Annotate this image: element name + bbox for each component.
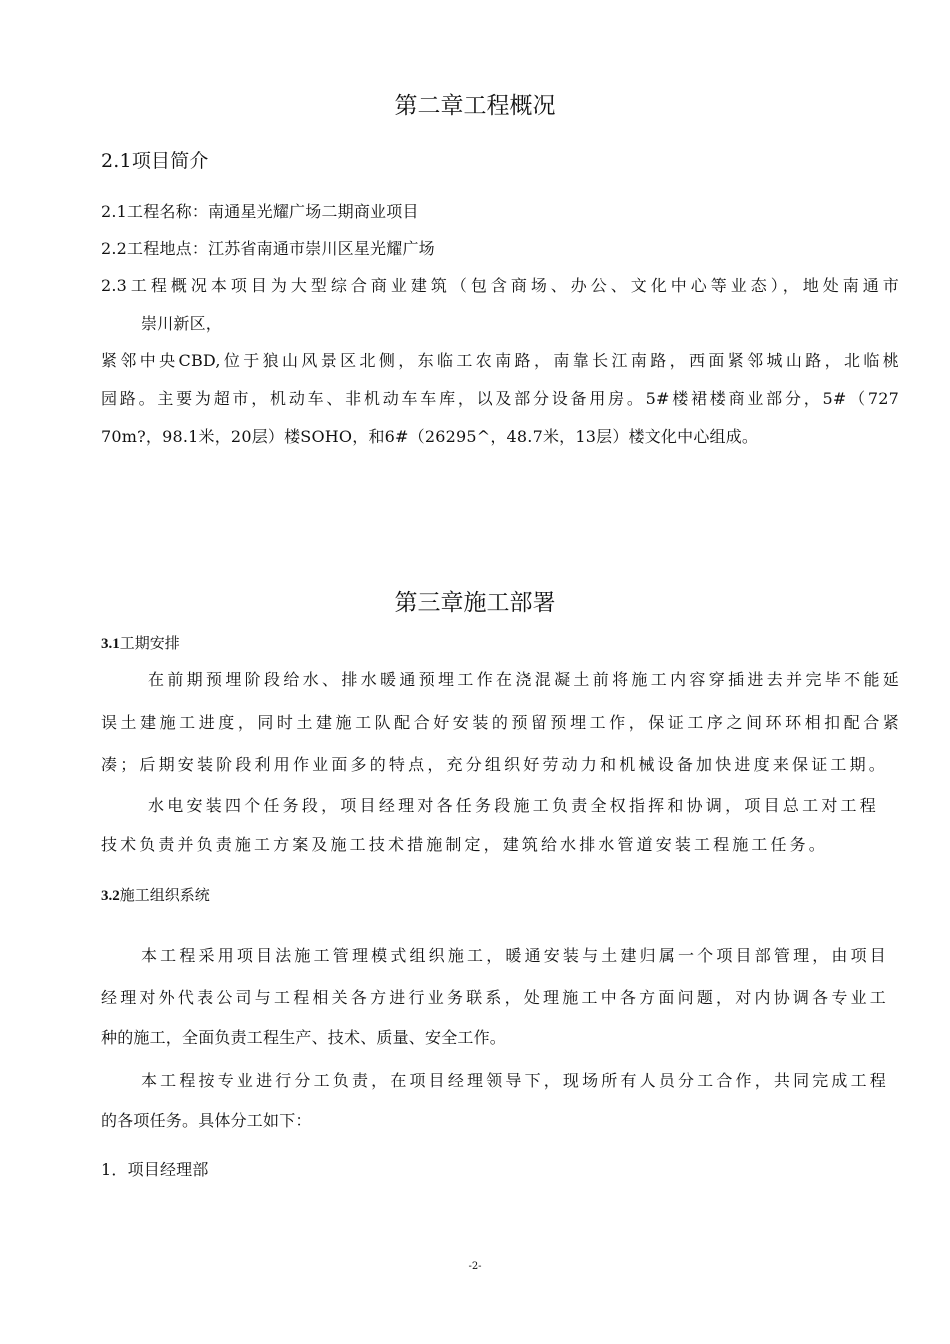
section-3-1-number: 3.1 (101, 636, 120, 652)
s31-paragraph1-line3: 凑；后期安装阶段利用作业面多的特点，充分组织好劳动力和机械设备加快进度来保证工期。 (101, 755, 885, 774)
list-item-1: 1．项目经理部 (101, 1160, 209, 1179)
item-project-overview-line1: 2.3工程概况本项目为大型综合商业建筑（包含商场、办公、文化中心等业态），地处南通市 (101, 276, 899, 295)
s31-paragraph1-line2: 误土建施工进度，同时土建施工队配合好安装的预留预埋工作，保证工序之间环环相扣配合紧 (101, 713, 899, 732)
chapter-2-title: 第二章工程概况 (394, 93, 556, 119)
page-number: -2- (468, 1261, 482, 1272)
s32-paragraph1-line2: 经理对外代表公司与工程相关各方进行业务联系，处理施工中各方面问题，对内协调各专业工 (101, 988, 886, 1007)
section-2-1-heading: 2.1项目简介 (101, 150, 209, 172)
s32-paragraph1-line1: 本工程采用项目法施工管理模式组织施工，暖通安装与土建归属一个项目部管理，由项目 (141, 946, 886, 965)
project-description-line1: 紧邻中央CBD,位于狼山风景区北侧，东临工农南路，南靠长江南路，西面紧邻城山路，北临桃 (101, 351, 899, 370)
section-3-2-number: 3.2 (101, 888, 120, 904)
chapter-3-title: 第三章施工部署 (394, 590, 556, 616)
s31-paragraph2-line1: 水电安装四个任务段，项目经理对各任务段施工负责全权指挥和协调，项目总工对工程 (148, 796, 876, 815)
s31-paragraph2-line2: 技术负责并负责施工方案及施工技术措施制定，建筑给水排水管道安装工程施工任务。 (101, 835, 825, 854)
project-description-line2: 园路。主要为超市，机动车、非机动车车库，以及部分设备用房。5#楼裙楼商业部分，5#（727 (101, 389, 899, 408)
s31-paragraph1-line1: 在前期预埋阶段给水、排水暖通预埋工作在浇混凝土前将施工内容穿插进去并完毕不能延 (148, 670, 899, 689)
section-3-1-heading (101, 632, 180, 653)
item-project-name: 2.1工程名称：南通星光耀广场二期商业项目 (101, 202, 419, 221)
item-project-location: 2.2工程地点：江苏省南通市崇川区星光耀广场 (101, 239, 435, 258)
section-3-1-title: 工期安排 (119, 634, 180, 652)
item-project-overview-line2: 崇川新区， (141, 314, 223, 333)
s32-paragraph2-line2: 的各项任务。具体分工如下： (101, 1111, 312, 1130)
project-description-line3: 70m?，98.1米，20层）楼SOHO，和6#（26295^，48.7米，13层）楼文化中心组成。 (101, 427, 759, 446)
s32-paragraph1-line3: 种的施工，全面负责工程生产、技术、质量、安全工作。 (101, 1028, 507, 1047)
section-3-2-title: 施工组织系统 (119, 886, 210, 904)
section-3-2-heading (101, 884, 210, 905)
s32-paragraph2-line1: 本工程按专业进行分工负责，在项目经理领导下，现场所有人员分工合作，共同完成工程 (141, 1071, 886, 1090)
